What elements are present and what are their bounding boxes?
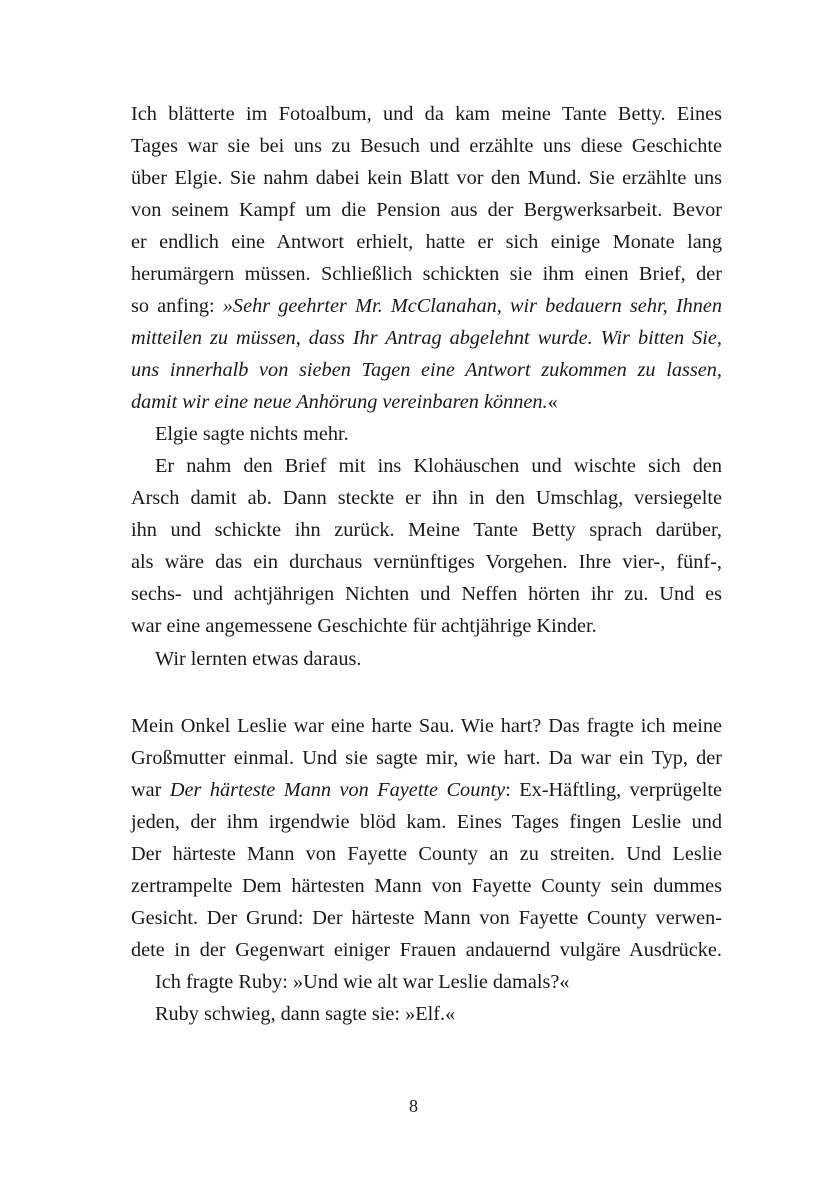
text-line: Tages war sie bei uns zu Besuch und erzählte uns diese Geschichte [131, 135, 722, 157]
text-line: Wir lernten etwas daraus. [155, 648, 362, 670]
text-line: er endlich eine Antwort erhielt, hatte er sich einige Monate lang [131, 231, 722, 253]
text-line: zertrampelte Dem härtesten Mann von Fayette County sein dummes [131, 875, 722, 897]
text-line: Er nahm den Brief mit ins Klohäuschen und wischte sich den [155, 455, 722, 477]
italic-title: Der härteste Mann von Fayette County [169, 779, 506, 801]
letter-quote: »Sehr geehrter Mr. McClanahan, wir bedauern sehr, Ihnen [222, 295, 722, 317]
text-line: Ich fragte Ruby: »Und wie alt war Leslie damals?« [155, 971, 570, 993]
text-line: ihn und schickte ihn zurück. Meine Tante Betty sprach darüber, [131, 519, 722, 541]
letter-quote: damit wir eine neue Anhörung vereinbaren können. [131, 391, 548, 413]
text-line: Gesicht. Der Grund: Der härteste Mann von Fayette County verwen- [131, 907, 722, 929]
text-line [131, 389, 722, 415]
text-line: Der härteste Mann von Fayette County an zu streiten. Und Leslie [131, 843, 722, 865]
text-segment: so anfing: [131, 295, 223, 317]
text-line: über Elgie. Sie nahm dabei kein Blatt vor den Mund. Sie erzählte uns [131, 167, 722, 189]
text-line: Elgie sagte nichts mehr. [155, 423, 349, 445]
text-line: dete in der Gegenwart einiger Frauen andauernd vulgäre Ausdrücke. [131, 939, 722, 961]
letter-quote-line: mitteilen zu müssen, dass Ihr Antrag abgelehnt wurde. Wir bitten Sie, [131, 327, 722, 349]
text-line: Ruby schwieg, dann sagte sie: »Elf.« [155, 1003, 456, 1025]
text-line: Großmutter einmal. Und sie sagte mir, wie hart. Da war ein Typ, der [131, 747, 722, 769]
letter-quote-line: uns innerhalb von sieben Tagen eine Antwort zukommen zu lassen, [131, 359, 722, 381]
text-line: als wäre das ein durchaus vernünftiges Vorgehen. Ihre vier-, fünf-, [131, 551, 722, 573]
text-segment: war [131, 779, 170, 801]
text-line: sechs- und achtjährigen Nichten und Neffen hörten ihr zu. Und es [131, 583, 722, 605]
text-line: Mein Onkel Leslie war eine harte Sau. Wie hart? Das fragte ich meine [131, 715, 722, 737]
text-line: Ich blätterte im Fotoalbum, und da kam meine Tante Betty. Eines [131, 103, 722, 125]
text-segment: : Ex-Häftling, verprügelte [505, 779, 722, 801]
text-line [131, 777, 722, 803]
text-line: Arsch damit ab. Dann steckte er ihn in den Umschlag, versiegelte [131, 487, 722, 509]
text-line: von seinem Kampf um die Pension aus der Bergwerksarbeit. Bevor [131, 199, 722, 221]
text-line: war eine angemessene Geschichte für achtjährige Kinder. [131, 615, 597, 637]
text-line [131, 293, 722, 319]
text-line: herumärgern müssen. Schließlich schickten sie ihm einen Brief, der [131, 263, 722, 285]
closing-quote-mark: « [547, 391, 558, 413]
page-number: 8 [409, 1096, 418, 1116]
text-line: jeden, der ihm irgendwie blöd kam. Eines Tages fingen Leslie und [131, 811, 722, 833]
